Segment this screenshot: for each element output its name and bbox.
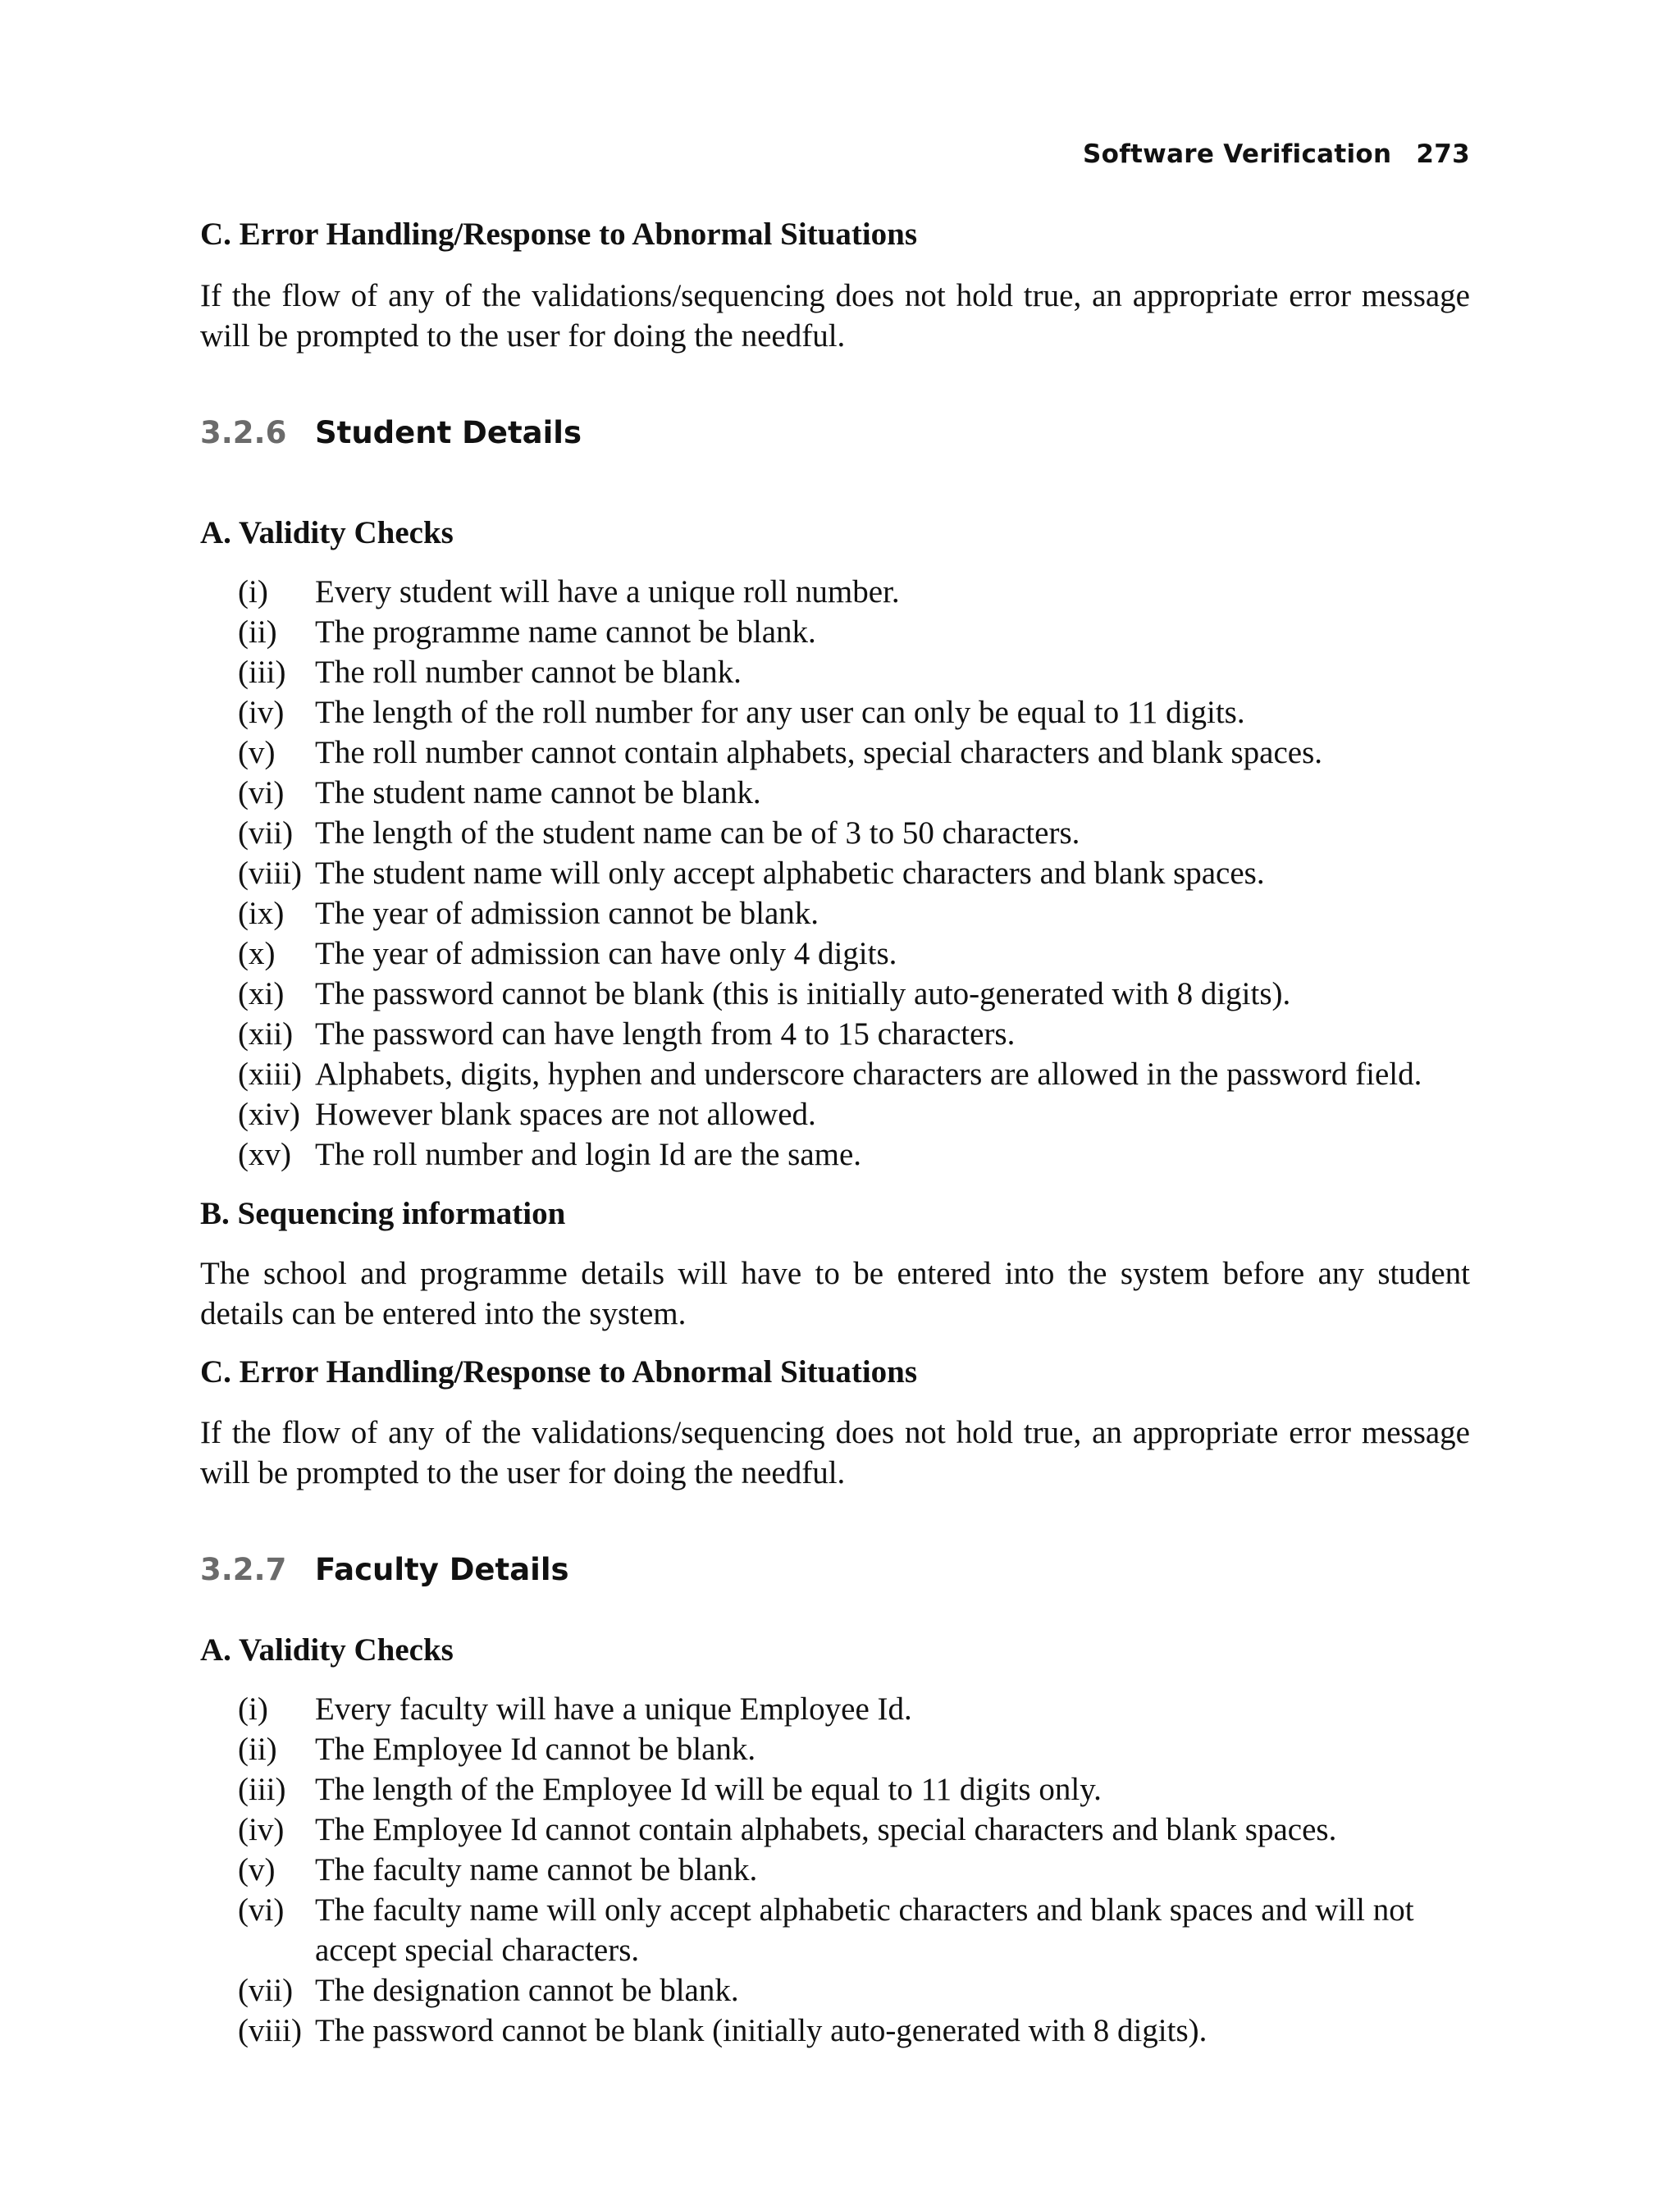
list-item: [238, 692, 1470, 733]
list-item-text: The student name cannot be blank.: [315, 775, 761, 810]
list-item-text: The student name will only accept alphabetic characters and blank spaces.: [315, 856, 1265, 891]
list-item-text: Every student will have a unique roll number.: [315, 574, 900, 609]
list-item-text: The faculty name will only accept alphabetic characters and blank spaces and will not accept special characters.: [315, 1892, 1414, 1968]
list-item-text: The length of the Employee Id will be equal to 11 digits only.: [315, 1772, 1102, 1807]
error-handling-heading: C. Error Handling/Response to Abnormal Situations: [200, 217, 918, 252]
list-marker: (vii): [238, 1973, 294, 2008]
faculty-validity-checks-list: [238, 1689, 1470, 2051]
list-item: [238, 572, 1470, 612]
error-handling-paragraph: If the flow of any of the validations/sequencing does not hold true, an appropriate error message will be prompted to the user for doing the needful.: [200, 278, 1470, 354]
section-title: Faculty Details: [315, 1552, 569, 1587]
list-marker: (iv): [238, 1812, 285, 1847]
list-item-text: The length of the student name can be of 3 to 50 characters.: [315, 815, 1080, 851]
section-heading-student-details: [200, 413, 582, 453]
list-item: [238, 1689, 1470, 1729]
list-item-text: The roll number cannot be blank.: [315, 655, 742, 690]
list-item-text: The roll number cannot contain alphabets, special characters and blank spaces.: [315, 735, 1323, 770]
list-item: [238, 1014, 1470, 1054]
list-item: [238, 1850, 1470, 1890]
list-marker: (ii): [238, 1732, 277, 1767]
list-item-text: The designation cannot be blank.: [315, 1973, 739, 2008]
list-item: [238, 1810, 1470, 1850]
error-handling-paragraph: If the flow of any of the validations/sequencing does not hold true, an appropriate error message will be prompted to the user for doing the needful.: [200, 1415, 1470, 1490]
list-marker: (i): [238, 1691, 268, 1727]
section-number: 3.2.6: [200, 415, 287, 450]
list-item: [238, 1890, 1470, 1970]
list-item-text: However blank spaces are not allowed.: [315, 1097, 816, 1132]
list-marker: (vi): [238, 1892, 285, 1928]
list-marker: (xiv): [238, 1097, 300, 1132]
list-marker: (viii): [238, 2013, 302, 2048]
list-marker: (iii): [238, 655, 286, 690]
list-item-text: The Employee Id cannot be blank.: [315, 1732, 756, 1767]
list-item: [238, 1054, 1470, 1094]
section-heading-faculty-details: [200, 1550, 569, 1590]
list-marker: (ix): [238, 896, 285, 931]
list-item: [238, 2011, 1470, 2051]
validity-checks-heading: A. Validity Checks: [200, 515, 454, 550]
page-number: 273: [1416, 139, 1470, 169]
list-item: [238, 893, 1470, 933]
list-item: [238, 1769, 1470, 1810]
list-item-text: The password can have length from 4 to 15 characters.: [315, 1016, 1016, 1052]
list-marker: (iii): [238, 1772, 286, 1807]
list-item: [238, 733, 1470, 773]
list-item-text: Alphabets, digits, hyphen and underscore characters are allowed in the password field.: [315, 1057, 1422, 1092]
list-marker: (v): [238, 1852, 276, 1887]
list-marker: (viii): [238, 856, 302, 891]
list-item-text: The password cannot be blank (initially auto-generated with 8 digits).: [315, 2013, 1208, 2048]
list-item: [238, 1134, 1470, 1175]
list-marker: (vii): [238, 815, 294, 851]
running-header-title: Software Verification: [1083, 139, 1392, 169]
section-title: Student Details: [315, 415, 582, 450]
section-number: 3.2.7: [200, 1552, 287, 1587]
list-marker: (iv): [238, 695, 285, 730]
list-item: [238, 853, 1470, 893]
validity-checks-heading: A. Validity Checks: [200, 1632, 454, 1668]
list-item: [238, 612, 1470, 652]
list-marker: (xiii): [238, 1057, 302, 1092]
list-item: [238, 933, 1470, 974]
list-item-text: Every faculty will have a unique Employee Id.: [315, 1691, 912, 1727]
sequencing-paragraph: The school and programme details will have to be entered into the system before any student details can be entered into the system.: [200, 1256, 1470, 1331]
list-item-text: The password cannot be blank (this is initially auto-generated with 8 digits).: [315, 976, 1291, 1011]
list-item: [238, 1970, 1470, 2011]
list-item-text: The year of admission can have only 4 digits.: [315, 936, 897, 971]
list-item-text: The length of the roll number for any user can only be equal to 11 digits.: [315, 695, 1245, 730]
list-marker: (ii): [238, 614, 277, 650]
list-item-text: The Employee Id cannot contain alphabets, special characters and blank spaces.: [315, 1812, 1337, 1847]
list-item-text: The programme name cannot be blank.: [315, 614, 816, 650]
list-item: [238, 813, 1470, 853]
list-marker: (xii): [238, 1016, 294, 1052]
list-item: [238, 974, 1470, 1014]
list-item-text: The roll number and login Id are the same.: [315, 1137, 862, 1172]
list-marker: (v): [238, 735, 276, 770]
list-item: [238, 1729, 1470, 1769]
list-item-text: The year of admission cannot be blank.: [315, 896, 819, 931]
list-item: [238, 652, 1470, 692]
list-item: [238, 1094, 1470, 1134]
error-handling-heading: C. Error Handling/Response to Abnormal Situations: [200, 1354, 918, 1390]
list-marker: (vi): [238, 775, 285, 810]
list-marker: (xi): [238, 976, 285, 1011]
student-validity-checks-list: [238, 572, 1470, 1175]
list-item: [238, 773, 1470, 813]
running-header: [1083, 139, 1470, 169]
list-marker: (xv): [238, 1137, 291, 1172]
list-marker: (x): [238, 936, 276, 971]
list-marker: (i): [238, 574, 268, 609]
sequencing-heading: B. Sequencing information: [200, 1196, 566, 1231]
list-item-text: The faculty name cannot be blank.: [315, 1852, 758, 1887]
